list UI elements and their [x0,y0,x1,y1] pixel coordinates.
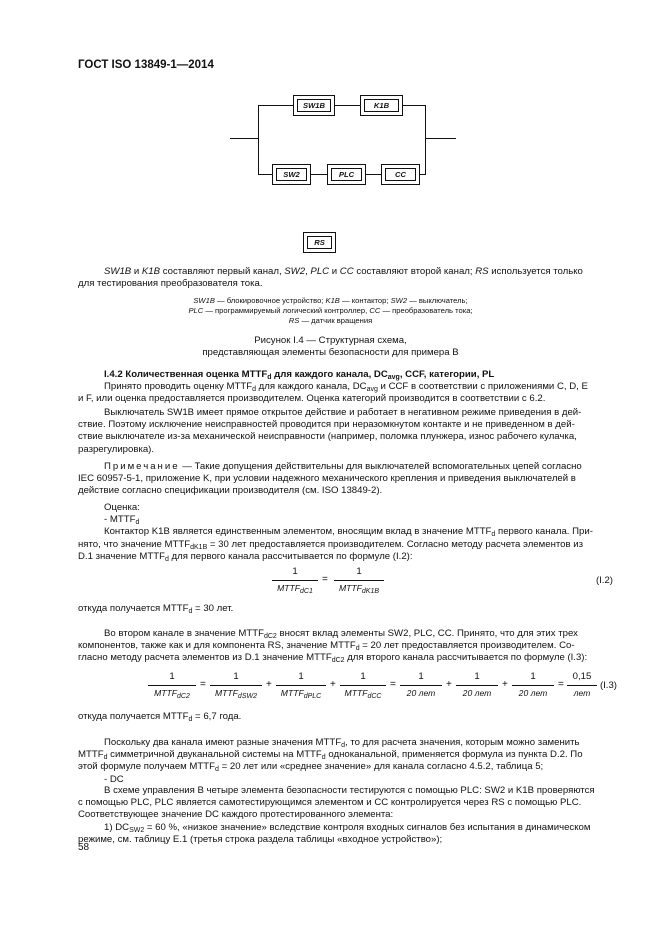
fraction-numerator: 1 [474,671,480,682]
text-run: SW1B [104,266,132,277]
figure-legend-line [0,306,661,316]
text-line: ствие выключателе из-за механической неисправности (например, поломка плунжера, износ рабочего кулачка, [78,431,577,443]
figure-caption: Рисунок I.4 — Структурная схема, [254,335,407,346]
subscript: d [188,716,193,723]
fraction-bar [340,685,386,686]
text-run: компонентов, также как и для компонента RS, значение MTTF [78,640,356,652]
text-run: для первого канала рассчитывается по формуле (I.2): [168,550,413,562]
fraction-bar [400,685,442,686]
text-run: вносят вклад элементы SW2, PLC, CC. Принято, что для этих трех [276,628,578,639]
text-run: симметричной двуканальной системы на MTTF [107,749,322,761]
wire [335,105,360,106]
equals-sign: = [390,679,396,690]
fraction-numerator: 1 [360,671,366,682]
text-run: PLC [310,266,330,277]
text-run: MTTF [344,688,368,698]
text-run: SW1B [193,296,215,305]
text-run: — блокировочное устройство; [214,296,326,305]
text-run: Количественная оценка MTTF [122,369,268,380]
text-run: CC [339,266,354,277]
fraction-numerator: 1 [233,671,239,682]
fraction-bar [334,580,384,581]
text-run: нято, что значение MTTF [78,538,191,550]
text-run: MTTF [78,749,104,761]
text-line: Выключатель SW1B имеет прямое открытое действие и работает в негативном режиме приведения в дей- [104,407,582,418]
fraction-denominator: 20 лет [518,688,548,698]
subscript: d [164,555,169,563]
fraction-denominator [206,688,266,698]
text-run: RS [288,316,300,325]
text-run: MTTF [280,688,304,698]
text-run: MTTF [277,583,301,593]
fraction-numerator: 1 [356,566,362,577]
text-line: для тестирования преобразователя тока. [78,278,263,290]
rs-label: RS [307,236,332,249]
page-number: 58 [78,842,90,853]
text-run: — контактор; [339,296,391,305]
text-line: Соответствующее значение DC каждого протестированного элемента: [78,809,394,821]
text-run: и [131,266,142,277]
paragraph [78,737,613,786]
text-run: используется только [488,266,583,277]
fraction-numerator: 1 [292,566,298,577]
wire [366,174,381,175]
plus-sign: + [446,679,452,690]
equals-sign: = [200,679,206,690]
text-run: - MTTF [104,514,136,526]
note [78,461,613,498]
text-run: — программируемый логический контроллер, [203,306,370,315]
paragraph [78,381,613,405]
text-run: , то для расчета значения, которым можно заменить [345,737,580,748]
cc-block [381,164,420,185]
text-run: = 30 лет. [192,603,234,614]
text-run: PLC [188,306,204,315]
text-run: Контактор K1B является единственным элементом, вносящим вклад в значение MTTF [104,526,492,538]
plus-sign: + [502,679,508,690]
figure-legend-line [0,296,661,306]
fraction-bar [272,580,318,581]
subscript: d [135,519,140,527]
subscript: avg [387,374,400,381]
text-run: одноканальной, применяется формула из пункта D.2. По [325,749,583,761]
result-line [78,711,241,723]
subscript: d [341,742,346,749]
text-run: для каждого канала, DC [255,381,367,392]
text-run: SW2 [284,266,306,277]
subscript: d [321,754,326,762]
text-run: и [329,266,340,277]
text-run: Поскольку два канала имеют разные значения MTTF [104,737,342,748]
text-run: для второго канала рассчитывается по формуле (I.3): [344,652,588,664]
subscript: dPLC [303,693,322,700]
text-run: SW2 [390,296,408,305]
paragraph [78,785,613,846]
cc-label: CC [385,168,416,181]
text-line: IEC 60957-5-1, приложение K, при условии надежного механического крепления и приведения выключателей в [78,473,576,485]
k1b-block [360,95,403,116]
plc-block [327,164,366,185]
text-run: и CCF в соответствии с приложениями C, D, E [377,381,588,392]
subscript: d [103,754,108,762]
document-header: ГОСТ ISO 13849-1—2014 [78,59,214,71]
equation-number: (I.3) [599,680,617,691]
rs-block [303,232,336,253]
subscript: dK1B [190,543,208,551]
text-run: = 6,7 года. [192,711,242,722]
result-line [78,603,233,615]
text-run: — выключатель; [407,296,468,305]
subscript: avg [366,386,378,393]
fraction-numerator: 1 [418,671,424,682]
text-run: откуда получается MTTF [78,711,189,722]
sw2-label: SW2 [276,168,307,181]
text-run: = 20 лет предоставляется производителем. Со- [359,640,575,652]
fraction-denominator [272,688,330,698]
right-terminal-line [426,138,456,139]
left-terminal-line [230,138,258,139]
text-run: 1) DC [104,821,130,833]
text-run: гласно методу расчета элементов из D.1 значение MTTF [78,652,332,664]
text-run: составляют первый канал, [160,266,285,277]
note-label: Примечание [104,461,180,472]
fraction-bar [456,685,498,686]
text-run: CC [369,306,381,315]
fraction-numerator: 0,15 [572,671,592,682]
subscript: d [188,608,193,615]
subscript: d [491,531,496,539]
left-bus-line [258,105,259,174]
fraction-denominator [330,583,388,593]
text-run: Принято проводить оценку MTTF [104,381,253,392]
text-run: K1B [141,266,161,277]
wire [403,105,426,106]
text-run: первого канала. При- [495,526,593,538]
fraction-numerator: 1 [298,671,304,682]
plus-sign: + [330,679,336,690]
text-run: откуда получается MTTF [78,603,189,614]
text-line: - DC [104,773,124,785]
figure-caption: представляющая элементы безопасности для примера В [202,347,459,358]
equals-sign: = [322,574,328,585]
subscript: d [252,386,256,393]
subscript: dC2 [177,693,190,700]
text-run: для каждого канала, DC [271,369,388,380]
fraction-denominator: 20 лет [406,688,436,698]
text-run: K1B [325,296,340,305]
figure-legend-line [0,316,661,326]
fraction-bar [512,685,554,686]
plc-label: PLC [331,168,362,181]
text-run: = 60 %, «низкое значение» вследствие контроля входных сигналов без испытания в динамическом [144,821,591,833]
section-heading [104,369,494,381]
text-run: — Такие допущения действительны для выключателей вспомогательных цепей согласно [179,461,582,472]
fraction-bar [148,685,196,686]
k1b-label: K1B [364,99,399,112]
fraction-bar [276,685,326,686]
assessment-paragraph [78,502,613,563]
fraction-numerator: 1 [530,671,536,682]
sw2-block [272,164,311,185]
text-run: = 20 лет или «среднее значение» для канала согласно 4.5.2, таблица 5; [218,761,544,773]
equals-sign: = [558,679,564,690]
subscript: d [355,645,360,653]
fraction-bar [210,685,262,686]
channels-text [78,266,613,290]
sw1b-block [293,95,335,116]
text-run: — датчик вращения [299,316,373,325]
fraction-numerator: 1 [169,671,175,682]
subscript: dSW2 [237,693,257,700]
subscript: SW2 [129,826,145,834]
subscript: dC2 [331,657,345,665]
text-run: MTTF [338,583,362,593]
text-run: — преобразователь тока; [380,306,473,315]
sw1b-label: SW1B [297,99,331,112]
subscript: dK1B [361,588,380,595]
text-line: Оценка: [104,502,140,513]
text-line: режиме, см. таблицу E.1 (третья строка раздела таблицы «входное устройство»); [78,833,443,845]
text-line: В схеме управления В четыре элемента безопасности тестируются с помощью PLC: SW2 и K1B проверяются [104,785,595,796]
equation-number: (I.2) [595,575,613,586]
paragraph [78,407,613,456]
text-line: действие согласно спецификации производителя (см. ISO 13849-2). [78,485,383,497]
fraction-denominator [144,688,200,698]
text-line: разрегулировка). [78,443,155,455]
text-run: = 30 лет предоставляется производителем. Согласно методу расчета элементов из [207,538,584,550]
text-line: ствие. Поэтому исключение неисправностей проводится при неразомкнутом контакте и не приведенном в дей- [78,419,575,431]
fraction-bar [567,685,597,686]
subscript: d [267,374,272,381]
text-run: MTTF [215,688,238,698]
fraction-denominator [336,688,390,698]
plus-sign: + [266,679,272,690]
text-line: с помощью PLC, PLC является самотестирующимся элементом и CC контролируется через RS с помощью PLC. [78,797,582,809]
text-run: составляют второй канал; [353,266,476,277]
subscript: d [215,766,219,774]
wire [258,105,293,106]
text-run: Во втором канале в значение MTTF [104,628,264,639]
text-run: этой формуле получаем MTTF [78,761,216,773]
text-run: MTTF [154,688,178,698]
paragraph [78,628,613,665]
right-bus-line [425,105,426,174]
fraction-denominator [268,583,322,593]
subscript: dC1 [300,588,313,595]
text-run: , [305,266,311,277]
text-run: I.4.2 [104,369,123,380]
subscript: dC2 [263,633,277,640]
wire [258,174,272,175]
text-line: и F, или оценка предоставляется производителем. Оценка категорий производится в соответствии с 6.2. [78,393,546,405]
text-run: , CCF, категории, PL [399,369,495,380]
wire [420,174,426,175]
subscript: dCC [367,693,382,700]
fraction-denominator: 20 лет [462,688,492,698]
fraction-denominator: лет [573,688,591,698]
wire [311,174,327,175]
text-run: D.1 значение MTTF [78,550,165,562]
text-run: RS [475,266,489,277]
